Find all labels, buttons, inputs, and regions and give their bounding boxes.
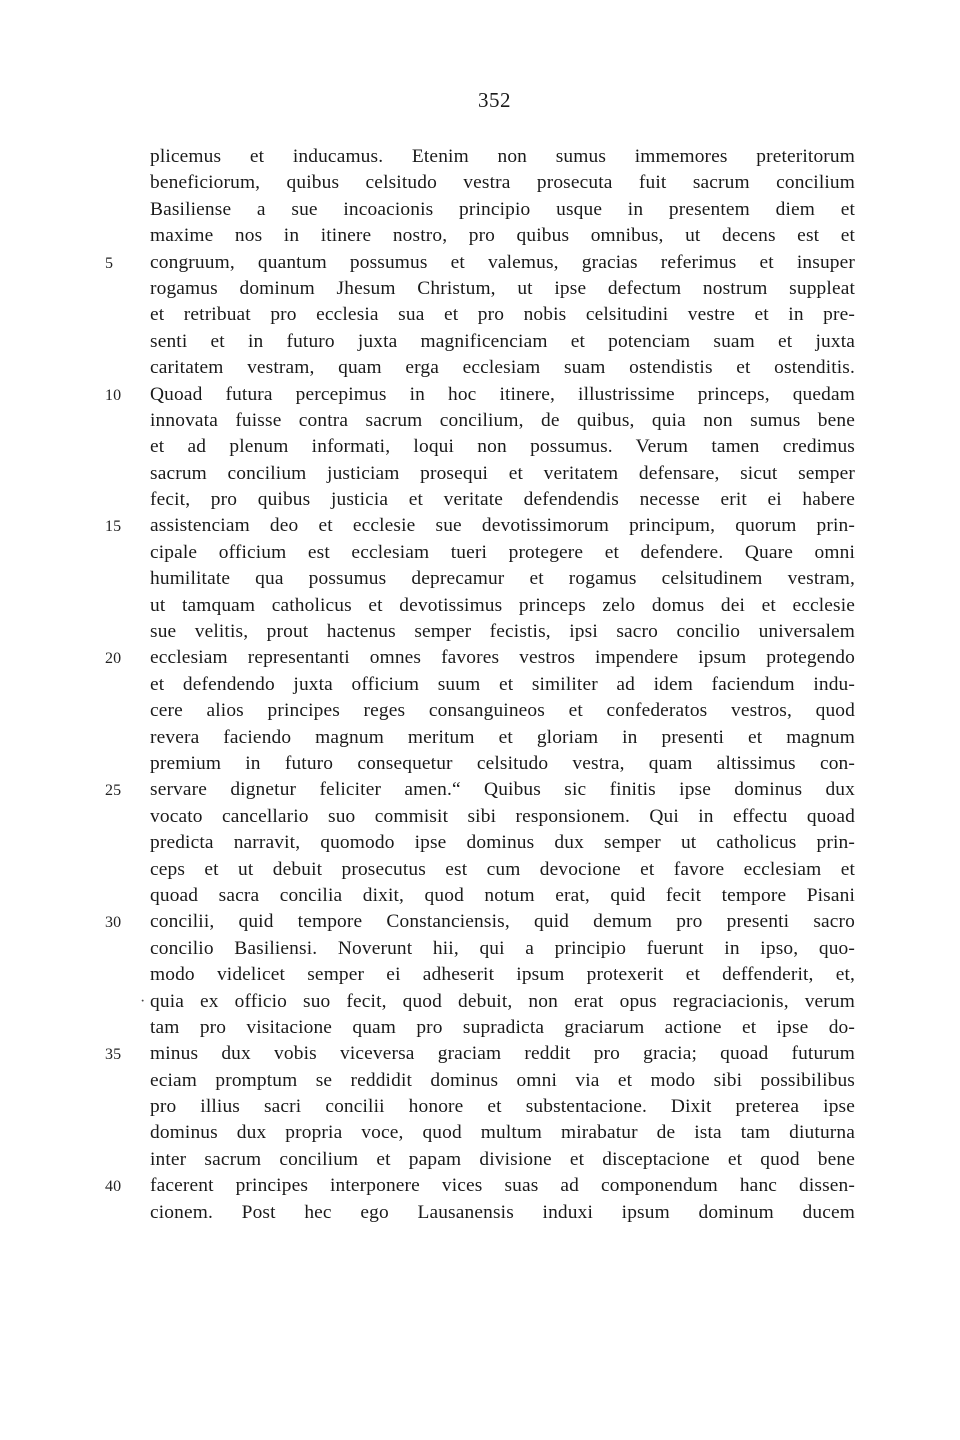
line-text: plicemus et inducamus. Etenim non sumus immemores preteritorum bbox=[150, 146, 855, 167]
text-line bbox=[150, 461, 855, 487]
line-text: cere alios principes reges consanguineos et confederatos vestros, quod bbox=[150, 700, 855, 722]
text-line bbox=[150, 1200, 855, 1226]
line-number: 30 bbox=[105, 914, 122, 932]
line-text: fecit, pro quibus justicia et veritate defendendis necesse erit ei habere bbox=[150, 489, 855, 511]
line-text: Basiliense a sue incoacionis principio usque in presentem diem et bbox=[150, 198, 855, 220]
text-line bbox=[150, 936, 855, 962]
line-number: 5 bbox=[105, 254, 114, 272]
line-text: modo videlicet semper ei adheserit ipsum protexerit et deffenderit, et, bbox=[150, 964, 855, 986]
text-line bbox=[150, 593, 855, 619]
text-line bbox=[150, 170, 855, 196]
line-number: 20 bbox=[105, 650, 122, 668]
line-number: 40 bbox=[105, 1178, 122, 1196]
text-line bbox=[150, 1147, 855, 1173]
body-text bbox=[105, 144, 855, 1226]
line-text: premium in futuro consequetur celsitudo vestra, quam altissimus con- bbox=[150, 752, 855, 774]
text-line bbox=[150, 857, 855, 883]
text-line bbox=[105, 909, 855, 935]
line-text: caritatem vestram, quam erga ecclesiam suam ostendistis et ostenditis. bbox=[150, 357, 855, 379]
text-line bbox=[150, 1068, 855, 1094]
line-text: inter sacrum concilium et papam divisione et disceptacione et quod bene bbox=[150, 1148, 855, 1170]
line-text: quoad sacra concilia dixit, quod notum erat, quid fecit tempore Pisani bbox=[150, 884, 855, 906]
text-line bbox=[150, 355, 855, 381]
line-text: concilio Basiliensi. Noverunt hii, qui a principio fuerunt in ipso, quo- bbox=[150, 937, 855, 959]
line-text: cionem. Post hec ego Lausanensis induxi ipsum dominum ducem bbox=[150, 1201, 855, 1223]
line-text: revera faciendo magnum meritum et gloriam in presenti et magnum bbox=[150, 726, 855, 748]
text-line bbox=[105, 645, 855, 671]
line-text: innovata fuisse contra sacrum concilium, de quibus, quia non sumus bene bbox=[150, 409, 855, 431]
text-line bbox=[150, 487, 855, 513]
line-text: beneficiorum, quibus celsitudo vestra prosecuta fuit sacrum concilium bbox=[150, 172, 855, 194]
line-text: minus dux vobis viceversa graciam reddit pro gracia; quoad futurum bbox=[150, 1043, 855, 1065]
line-text: eciam promptum se reddidit dominus omni via et modo sibi possibilibus bbox=[150, 1069, 855, 1091]
text-line bbox=[150, 408, 855, 434]
line-text: predicta narravit, quomodo ipse dominus dux semper ut catholicus prin- bbox=[150, 832, 855, 854]
line-text: concilii, quid tempore Constanciensis, quid demum pro presenti sacro bbox=[150, 911, 855, 933]
text-line bbox=[150, 144, 855, 170]
line-number: 25 bbox=[105, 782, 122, 800]
line-text: sue velitis, prout hactenus semper fecistis, ipsi sacro concilio universalem bbox=[150, 621, 855, 643]
line-text: quia ex officio suo fecit, quod debuit, non erat opus regraciacionis, verum bbox=[150, 990, 855, 1012]
line-text: Quoad futura percepimus in hoc itinere, illustrissime princeps, quedam bbox=[150, 383, 855, 405]
line-text: tam pro visitacione quam pro supradicta graciarum actione et ipse do- bbox=[150, 1016, 855, 1038]
text-line bbox=[150, 962, 855, 988]
line-text: ecclesiam representanti omnes favores vestros impendere ipsum protegendo bbox=[150, 647, 855, 669]
text-line bbox=[150, 619, 855, 645]
text-line bbox=[150, 1094, 855, 1120]
text-line bbox=[150, 804, 855, 830]
line-text: rogamus dominum Jhesum Christum, ut ipse defectum nostrum suppleat bbox=[150, 277, 855, 299]
text-line bbox=[105, 382, 855, 408]
line-text: maxime nos in itinere nostro, pro quibus omnibus, ut decens est et bbox=[150, 225, 855, 247]
line-text: humilitate qua possumus deprecamur et rogamus celsitudinem vestram, bbox=[150, 568, 855, 590]
line-text: dominus dux propria voce, quod multum mirabatur de ista tam diuturna bbox=[150, 1122, 855, 1144]
text-line bbox=[105, 1041, 855, 1067]
text-line bbox=[150, 566, 855, 592]
text-line bbox=[140, 989, 855, 1015]
text-line bbox=[150, 883, 855, 909]
text-line bbox=[150, 302, 855, 328]
line-text: et defendendo juxta officium suum et similiter ad idem faciendum indu- bbox=[150, 673, 855, 695]
text-line bbox=[150, 751, 855, 777]
text-line bbox=[150, 329, 855, 355]
line-text: servare dignetur feliciter amen.“ Quibus sic finitis ipse dominus dux bbox=[150, 779, 855, 801]
page-number: 352 bbox=[478, 88, 511, 112]
line-text: vocato cancellario suo commisit sibi responsionem. Qui in effectu quoad bbox=[150, 805, 855, 827]
line-text: senti et in futuro juxta magnificenciam et potenciam suam et juxta bbox=[150, 330, 855, 352]
line-text: ut tamquam catholicus et devotissimus princeps zelo domus dei et ecclesie bbox=[150, 594, 855, 616]
text-line bbox=[105, 777, 855, 803]
text-line bbox=[150, 1120, 855, 1146]
line-number: 15 bbox=[105, 518, 122, 536]
text-line bbox=[150, 830, 855, 856]
text-line bbox=[150, 1015, 855, 1041]
text-line bbox=[150, 197, 855, 223]
text-line bbox=[150, 540, 855, 566]
text-line bbox=[150, 434, 855, 460]
line-text: et ad plenum informati, loqui non possumus. Verum tamen credimus bbox=[150, 436, 855, 458]
text-line bbox=[150, 725, 855, 751]
text-line bbox=[150, 698, 855, 724]
line-number: 35 bbox=[105, 1046, 122, 1064]
text-line bbox=[105, 1173, 855, 1199]
text-line bbox=[150, 276, 855, 302]
line-text: facerent principes interponere vices suas ad componendum hanc dissen- bbox=[150, 1175, 855, 1197]
line-text: ceps et ut debuit prosecutus est cum devocione et favore ecclesiam et bbox=[150, 858, 855, 880]
line-text: sacrum concilium justiciam prosequi et veritatem defensare, sicut semper bbox=[150, 462, 855, 484]
text-line bbox=[150, 223, 855, 249]
line-text: et retribuat pro ecclesia sua et pro nobis celsitudini vestre et in pre- bbox=[150, 304, 855, 326]
text-line bbox=[105, 513, 855, 539]
text-line bbox=[150, 672, 855, 698]
line-number: 10 bbox=[105, 386, 122, 404]
text-line bbox=[105, 250, 855, 276]
line-text: assistenciam deo et ecclesie sue devotissimorum principum, quorum prin- bbox=[150, 515, 855, 537]
margin-mark: · bbox=[140, 992, 146, 1010]
line-text: cipale officium est ecclesiam tueri protegere et defendere. Quare omni bbox=[150, 541, 855, 563]
line-text: pro illius sacri concilii honore et substentacione. Dixit preterea ipse bbox=[150, 1096, 855, 1118]
line-text: congruum, quantum possumus et valemus, gracias referimus et insuper bbox=[150, 251, 855, 273]
